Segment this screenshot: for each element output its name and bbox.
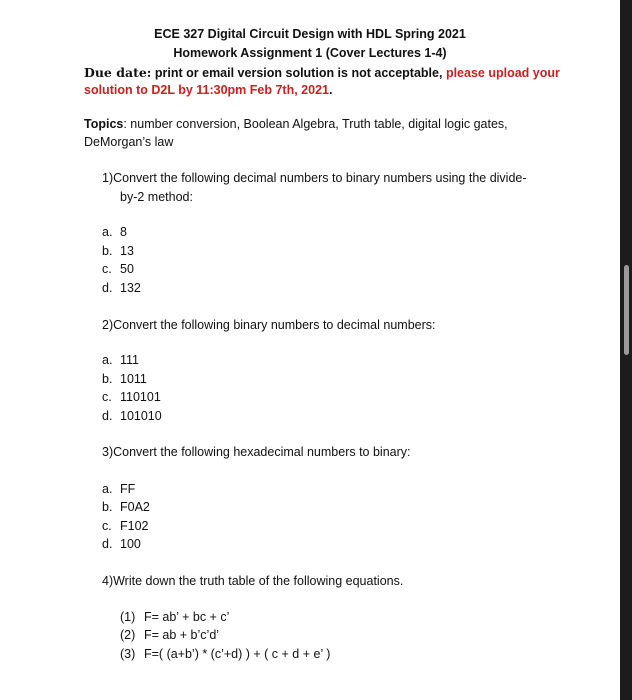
question-3-item-a	[102, 482, 135, 496]
due-date-highlight-1: please upload your	[445, 66, 560, 80]
due-date-label: Due date:	[84, 65, 152, 80]
due-date-text: print or email version solution is not acceptable,	[151, 66, 446, 80]
question-3-line-1: 3)Convert the following hexadecimal numbers to binary:	[102, 445, 411, 459]
item-marker: b.	[102, 372, 113, 386]
item-value: F0A2	[120, 500, 150, 514]
topics-line-1	[84, 117, 508, 131]
topics-label: Topics	[84, 117, 124, 131]
item-marker: a.	[102, 482, 113, 496]
item-marker: d.	[102, 537, 113, 551]
item-value: F= ab + b’c’d’	[144, 628, 220, 642]
due-date-highlight-2: solution to D2L by 11:30pm Feb 7th, 2021	[84, 83, 329, 97]
item-marker: a.	[102, 225, 113, 239]
item-value: F102	[120, 519, 149, 533]
item-marker: (3)	[120, 647, 136, 661]
item-value: 50	[120, 262, 134, 276]
item-value: 101010	[120, 409, 162, 423]
question-1-item-d	[102, 281, 141, 295]
item-marker: c.	[102, 390, 112, 404]
item-marker: d.	[102, 281, 113, 295]
item-marker: a.	[102, 353, 113, 367]
item-marker: c.	[102, 262, 112, 276]
item-marker: (2)	[120, 628, 136, 642]
item-value: 110101	[120, 390, 161, 404]
item-value: 132	[120, 281, 141, 295]
question-3-item-c	[102, 519, 149, 533]
item-value: 1011	[120, 372, 147, 386]
item-marker: b.	[102, 244, 113, 258]
question-3-item-d	[102, 537, 141, 551]
topics-text: : number conversion, Boolean Algebra, Truth table, digital logic gates,	[123, 117, 508, 131]
due-date-line-2	[84, 83, 332, 97]
question-4-line-1: 4)Write down the truth table of the following equations.	[102, 574, 404, 588]
document-title: ECE 327 Digital Circuit Design with HDL Spring 2021	[154, 27, 466, 41]
due-date-end: .	[328, 83, 333, 97]
question-4-equation-1	[120, 610, 229, 624]
item-value: F= ab’ + bc + c’	[144, 610, 230, 624]
question-3-item-b	[102, 500, 150, 514]
question-1-item-c	[102, 262, 134, 276]
due-date-line-1	[84, 65, 560, 80]
question-1-item-a	[102, 225, 127, 239]
item-value: F=( (a+b’) * (c’+d) ) + ( c + d + e’ )	[144, 647, 331, 661]
question-2-item-b	[102, 372, 147, 386]
item-marker: c.	[102, 519, 112, 533]
item-value: 13	[120, 244, 134, 258]
item-marker: (1)	[120, 610, 136, 624]
question-4-equation-3	[120, 647, 330, 661]
question-1-line-1: 1)Convert the following decimal numbers to binary numbers using the divide-	[102, 171, 527, 185]
item-value: 111	[120, 353, 140, 367]
item-marker: d.	[102, 409, 113, 423]
item-value: FF	[120, 482, 136, 496]
item-value: 8	[120, 225, 127, 239]
document-subtitle: Homework Assignment 1 (Cover Lectures 1-4)	[173, 46, 447, 60]
question-2-item-c	[102, 390, 161, 404]
item-marker: b.	[102, 500, 113, 514]
question-4-equation-2	[120, 628, 219, 642]
question-1-line-2: by-2 method:	[120, 190, 193, 204]
item-value: 100	[120, 537, 141, 551]
vertical-scrollbar[interactable]	[624, 265, 629, 355]
question-2-item-a	[102, 353, 139, 367]
question-1-item-b	[102, 244, 134, 258]
question-2-item-d	[102, 409, 162, 423]
question-2-line-1: 2)Convert the following binary numbers to decimal numbers:	[102, 318, 436, 332]
topics-line-2: DeMorgan’s law	[84, 135, 174, 149]
